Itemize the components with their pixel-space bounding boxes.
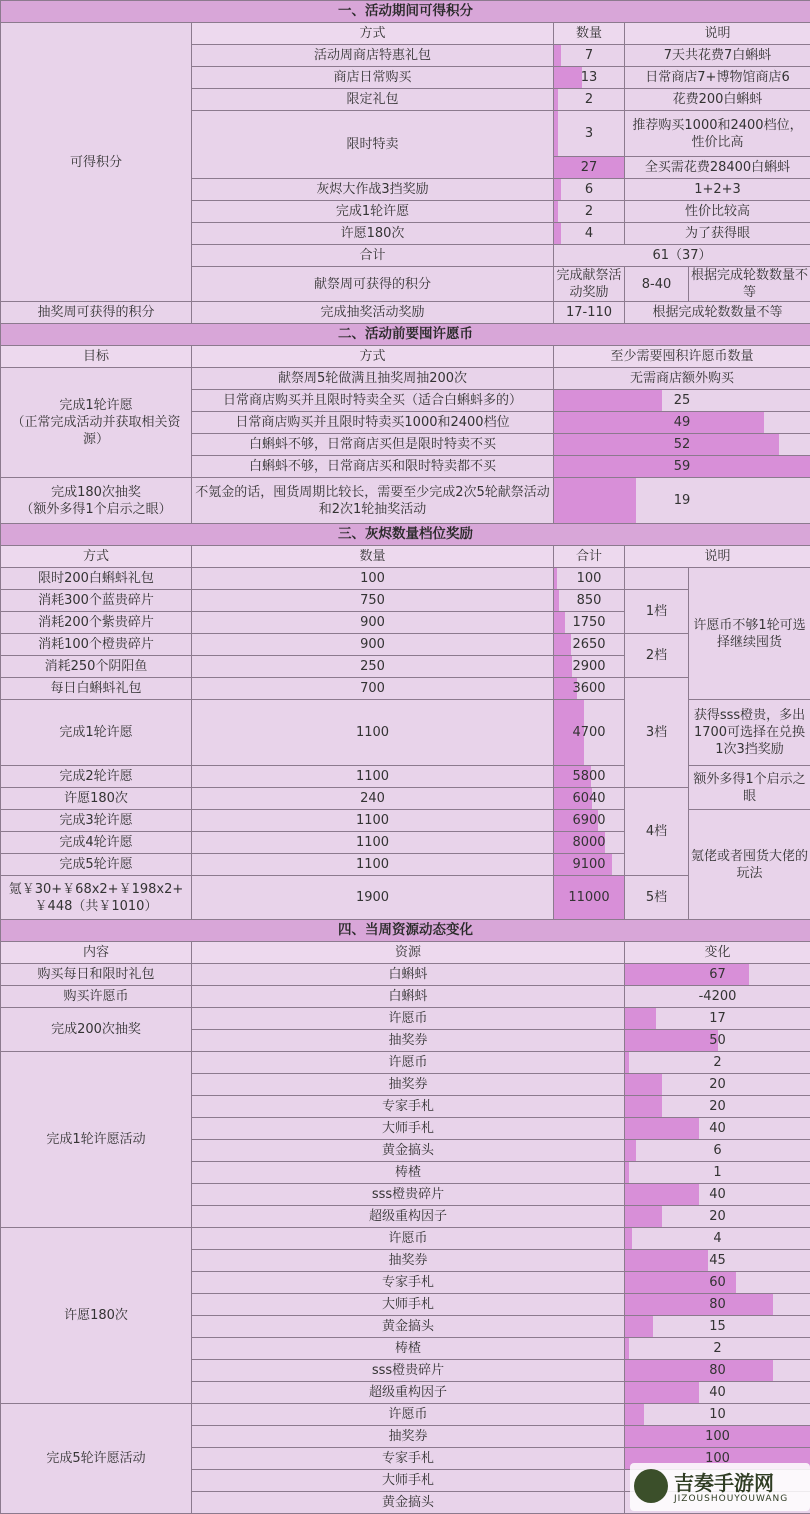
table-cell: 根据完成轮数数量不等	[689, 267, 810, 302]
table-cell: 限时特卖	[192, 111, 554, 179]
table-cell	[625, 1404, 810, 1426]
table-cell	[625, 1272, 810, 1294]
cell-value: 20	[709, 1099, 726, 1114]
table-cell: 超级重构因子	[192, 1382, 625, 1404]
table-row	[1, 920, 810, 942]
cell-value: 40	[709, 1121, 726, 1136]
table-row	[1, 942, 810, 964]
cell-value: 100	[705, 1429, 730, 1444]
table-row	[1, 524, 810, 546]
group-label: 完成180次抽奖 （额外多得1个启示之眼）	[1, 478, 192, 524]
table-cell: 大师手札	[192, 1118, 625, 1140]
table-cell: 完成1轮许愿	[192, 201, 554, 223]
cell-value: 17	[709, 1011, 726, 1026]
cell-value: 25	[674, 393, 691, 408]
table-cell: 日常商店7+博物馆商店6	[625, 67, 810, 89]
table-cell	[554, 678, 625, 700]
cell-value: 6900	[572, 813, 605, 828]
table-cell: 完成4轮许愿	[1, 832, 192, 854]
cell-value: 60	[709, 1275, 726, 1290]
group-label: 完成1轮许愿 （正常完成活动并获取相关资源）	[1, 368, 192, 478]
cell-value: 4700	[572, 725, 605, 740]
cell-value: 8000	[572, 835, 605, 850]
col-header: 说明	[625, 23, 810, 45]
table-cell	[554, 157, 625, 179]
table-cell: 梼楂	[192, 1338, 625, 1360]
tier-label: 4档	[625, 788, 689, 876]
table-cell	[625, 1030, 810, 1052]
group-label: 献祭周可获得的积分	[192, 267, 554, 302]
table-cell	[554, 89, 625, 111]
table-cell	[625, 1250, 810, 1272]
table-cell	[554, 612, 625, 634]
table-cell: 专家手札	[192, 1448, 625, 1470]
table-cell: 不氪金的话，囤货周期比较长，需要至少完成2次5轮献祭活动和2次1轮抽奖活动	[192, 478, 554, 524]
table-row	[1, 986, 810, 1008]
table-cell: 750	[192, 590, 554, 612]
table-row	[1, 700, 810, 766]
table-cell: 大师手札	[192, 1470, 625, 1492]
table-cell: 每日白蝌蚪礼包	[1, 678, 192, 700]
table-cell: 完成1轮许愿	[1, 700, 192, 766]
table-cell: 专家手札	[192, 1096, 625, 1118]
table-cell: 灰烬大作战3挡奖励	[192, 179, 554, 201]
cell-value: 100	[577, 571, 602, 586]
col-header: 合计	[554, 546, 625, 568]
table-cell: 超级重构因子	[192, 1206, 625, 1228]
table-cell: 许愿180次	[192, 223, 554, 245]
table-cell: 1100	[192, 700, 554, 766]
cell-value: 10	[709, 1407, 726, 1422]
table-cell: 花费200白蝌蚪	[625, 89, 810, 111]
table-cell: 性价比较高	[625, 201, 810, 223]
table-cell	[625, 1316, 810, 1338]
table-cell	[554, 456, 810, 478]
table-cell: 许愿币	[192, 1228, 625, 1250]
table-cell	[554, 766, 625, 788]
col-header: 方式	[192, 23, 554, 45]
cell-value: 80	[709, 1363, 726, 1378]
col-header: 内容	[1, 942, 192, 964]
group-label: 抽奖周可获得的积分	[1, 302, 192, 324]
table-cell	[625, 1096, 810, 1118]
table-row	[1, 1, 810, 23]
table-cell	[625, 1426, 810, 1448]
cell-value: 13	[581, 70, 598, 85]
table-cell: 100	[192, 568, 554, 590]
cell-value: 59	[674, 459, 691, 474]
table-cell: 900	[192, 634, 554, 656]
cell-value: 6	[585, 182, 593, 197]
table-cell: 许愿180次	[1, 788, 192, 810]
table-cell: sss橙贵碎片	[192, 1360, 625, 1382]
table-cell: 根据完成轮数数量不等	[625, 302, 810, 324]
table-cell	[554, 876, 625, 920]
table-cell	[625, 1228, 810, 1250]
tier-label: 1档	[625, 590, 689, 634]
tier-note: 额外多得1个启示之眼	[689, 766, 810, 810]
table-cell: 大师手札	[192, 1294, 625, 1316]
cell-value: 40	[709, 1187, 726, 1202]
col-header: 数量	[554, 23, 625, 45]
table-cell: 1100	[192, 810, 554, 832]
cell-value: 1750	[572, 615, 605, 630]
table-row	[1, 302, 810, 324]
total-value: 61（37）	[554, 245, 810, 267]
table-cell: 梼楂	[192, 1162, 625, 1184]
cell-value: 1	[713, 1165, 721, 1180]
table-row	[1, 766, 810, 788]
group-label: 完成1轮许愿活动	[1, 1052, 192, 1228]
cell-value: 6040	[572, 791, 605, 806]
table-cell	[554, 810, 625, 832]
group-label: 购买每日和限时礼包	[1, 964, 192, 986]
cell-value: 67	[709, 967, 726, 982]
table-row	[1, 810, 810, 832]
table-cell	[625, 1140, 810, 1162]
table-cell: 1900	[192, 876, 554, 920]
col-header: 变化	[625, 942, 810, 964]
table-cell	[625, 1074, 810, 1096]
tier-note: 获得sss橙贵，多出1700可选择在兑换1次3挡奖励	[689, 700, 810, 766]
group-label: 许愿180次	[1, 1228, 192, 1404]
logo-sub: JIZOUSHOUYOUWANG	[674, 1494, 788, 1504]
section-title: 一、活动期间可得积分	[1, 1, 810, 23]
tier-label: 5档	[625, 876, 689, 920]
cell-value: 9100	[572, 857, 605, 872]
table-cell: 消耗100个橙贵碎片	[1, 634, 192, 656]
table-cell	[554, 590, 625, 612]
table-row	[1, 1008, 810, 1030]
cell-value: 19	[674, 493, 691, 508]
table-cell	[554, 412, 810, 434]
table-cell: 无需商店额外购买	[554, 368, 810, 390]
table-cell: 抽奖券	[192, 1426, 625, 1448]
group-label: 可得积分	[1, 23, 192, 302]
cell-value: 2650	[572, 637, 605, 652]
col-header: 目标	[1, 346, 192, 368]
table-cell: 白蝌蚪不够，日常商店买但是限时特卖不买	[192, 434, 554, 456]
table-cell	[554, 67, 625, 89]
table-cell: 17-110	[554, 302, 625, 324]
cell-value: 2	[585, 92, 593, 107]
cell-value: 80	[709, 1297, 726, 1312]
table-cell: 活动周商店特惠礼包	[192, 45, 554, 67]
table-cell	[554, 854, 625, 876]
cell-value: 15	[709, 1319, 726, 1334]
table-cell: 250	[192, 656, 554, 678]
table-cell: 抽奖券	[192, 1030, 625, 1052]
cell-value: 45	[709, 1253, 726, 1268]
table-cell	[554, 45, 625, 67]
table-cell	[554, 390, 810, 412]
table-cell: 240	[192, 788, 554, 810]
table-cell	[625, 1206, 810, 1228]
table-cell: 推荐购买1000和2400档位，性价比高	[625, 111, 810, 157]
table-cell: 完成3轮许愿	[1, 810, 192, 832]
table-cell: 白蝌蚪	[192, 964, 625, 986]
table-cell: 8-40	[625, 267, 689, 302]
cell-value: 50	[709, 1033, 726, 1048]
table-cell	[554, 478, 810, 524]
cell-value: 850	[577, 593, 602, 608]
cell-value: 3	[585, 126, 593, 141]
cell-value: 20	[709, 1077, 726, 1092]
cell-value: 100	[705, 1451, 730, 1466]
table-cell: 900	[192, 612, 554, 634]
site-logo	[630, 1463, 810, 1511]
section-title: 二、活动前要囤许愿币	[1, 324, 810, 346]
cell-value: 52	[674, 437, 691, 452]
table-cell: 日常商店购买并且限时特卖买1000和2400档位	[192, 412, 554, 434]
table-row	[1, 23, 810, 45]
table-cell: 700	[192, 678, 554, 700]
table-cell: 1100	[192, 832, 554, 854]
cell-value: 2	[585, 204, 593, 219]
table-cell: 献祭周5轮做满且抽奖周抽200次	[192, 368, 554, 390]
table-cell: 为了获得眼	[625, 223, 810, 245]
cell-value: 2900	[572, 659, 605, 674]
logo-name: 吉奏手游网	[674, 1467, 774, 1496]
table-cell: 限定礼包	[192, 89, 554, 111]
table-cell: 专家手札	[192, 1272, 625, 1294]
cell-value: 40	[709, 1385, 726, 1400]
table-row	[1, 368, 810, 390]
tier-note: 许愿币不够1轮可选择继续囤货	[689, 568, 810, 700]
group-label: 购买许愿币	[1, 986, 192, 1008]
tier-note: 氪佬或者囤货大佬的玩法	[689, 810, 810, 920]
table-cell	[554, 656, 625, 678]
table-row	[1, 1228, 810, 1250]
col-header: 说明	[625, 546, 810, 568]
cell-value: 2	[713, 1341, 721, 1356]
table-cell	[554, 700, 625, 766]
table-cell: 合计	[192, 245, 554, 267]
table-cell: 完成2轮许愿	[1, 766, 192, 788]
cell-value: 27	[581, 160, 598, 175]
table-cell	[554, 634, 625, 656]
cell-value: 7	[585, 48, 593, 63]
table-cell	[554, 568, 625, 590]
section-title: 四、当周资源动态变化	[1, 920, 810, 942]
table-row	[1, 346, 810, 368]
col-header: 数量	[192, 546, 554, 568]
table-cell	[625, 1338, 810, 1360]
table-cell: 黄金搞头	[192, 1492, 625, 1514]
table-cell: 完成抽奖活动奖励	[192, 302, 554, 324]
group-label: 完成5轮许愿活动	[1, 1404, 192, 1514]
table-row	[1, 1052, 810, 1074]
table-cell: 消耗200个紫贵碎片	[1, 612, 192, 634]
table-cell: 1+2+3	[625, 179, 810, 201]
table-cell: 白蝌蚪	[192, 986, 625, 1008]
cell-value: 6	[713, 1143, 721, 1158]
section-title: 三、灰烬数量档位奖励	[1, 524, 810, 546]
table-cell	[554, 201, 625, 223]
table-row	[1, 1404, 810, 1426]
cell-value: 49	[674, 415, 691, 430]
table-cell	[625, 1184, 810, 1206]
col-header: 至少需要囤积许愿币数量	[554, 346, 810, 368]
pavilion-icon	[634, 1469, 668, 1503]
cell-value: 4	[585, 226, 593, 241]
table-cell	[625, 1052, 810, 1074]
col-header: 方式	[192, 346, 554, 368]
table-cell	[554, 832, 625, 854]
table-cell: 1100	[192, 766, 554, 788]
table-cell: 1100	[192, 854, 554, 876]
table-cell	[554, 788, 625, 810]
tier-blank	[625, 568, 689, 590]
table-cell: 消耗300个蓝贵碎片	[1, 590, 192, 612]
table-cell: 许愿币	[192, 1404, 625, 1426]
table-cell: 全买需花费28400白蝌蚪	[625, 157, 810, 179]
table-cell	[625, 1360, 810, 1382]
table-cell: 限时200白蝌蚪礼包	[1, 568, 192, 590]
table-cell	[625, 986, 810, 1008]
col-header: 方式	[1, 546, 192, 568]
table-cell: 氪￥30+￥68x2+￥198x2+￥448（共￥1010）	[1, 876, 192, 920]
tier-label: 2档	[625, 634, 689, 678]
table-cell	[625, 1118, 810, 1140]
table-cell	[554, 434, 810, 456]
table-cell: sss橙贵碎片	[192, 1184, 625, 1206]
table-cell: 许愿币	[192, 1052, 625, 1074]
table-cell: 日常商店购买并且限时特卖全买（适合白蝌蚪多的）	[192, 390, 554, 412]
table-row	[1, 324, 810, 346]
table-cell	[625, 1008, 810, 1030]
table-cell: 商店日常购买	[192, 67, 554, 89]
table-cell	[625, 1162, 810, 1184]
table-cell: 消耗250个阴阳鱼	[1, 656, 192, 678]
table-cell: 黄金搞头	[192, 1140, 625, 1162]
cell-value: 11000	[568, 890, 609, 905]
table-cell	[625, 1294, 810, 1316]
table-cell	[554, 111, 625, 157]
cell-value: 4	[713, 1231, 721, 1246]
cell-value: 20	[709, 1209, 726, 1224]
group-label: 完成200次抽奖	[1, 1008, 192, 1052]
table-cell: 黄金搞头	[192, 1316, 625, 1338]
cell-value: 3600	[572, 681, 605, 696]
cell-value: -4200	[699, 989, 737, 1004]
table-cell: 完成5轮许愿	[1, 854, 192, 876]
table-cell: 抽奖券	[192, 1074, 625, 1096]
table-row	[1, 546, 810, 568]
table-row	[1, 964, 810, 986]
col-header: 资源	[192, 942, 625, 964]
table-cell: 7天共花费7白蝌蚪	[625, 45, 810, 67]
table-cell	[625, 964, 810, 986]
tier-label: 3档	[625, 678, 689, 788]
table-cell: 抽奖券	[192, 1250, 625, 1272]
table-row	[1, 478, 810, 524]
table-cell: 白蝌蚪不够，日常商店买和限时特卖都不买	[192, 456, 554, 478]
table-cell	[554, 223, 625, 245]
table-cell: 许愿币	[192, 1008, 625, 1030]
cell-value: 5800	[572, 769, 605, 784]
table-cell	[554, 179, 625, 201]
table-row	[1, 568, 810, 590]
cell-value: 2	[713, 1055, 721, 1070]
table-cell	[625, 1382, 810, 1404]
table-cell: 完成献祭活动奖励	[554, 267, 625, 302]
